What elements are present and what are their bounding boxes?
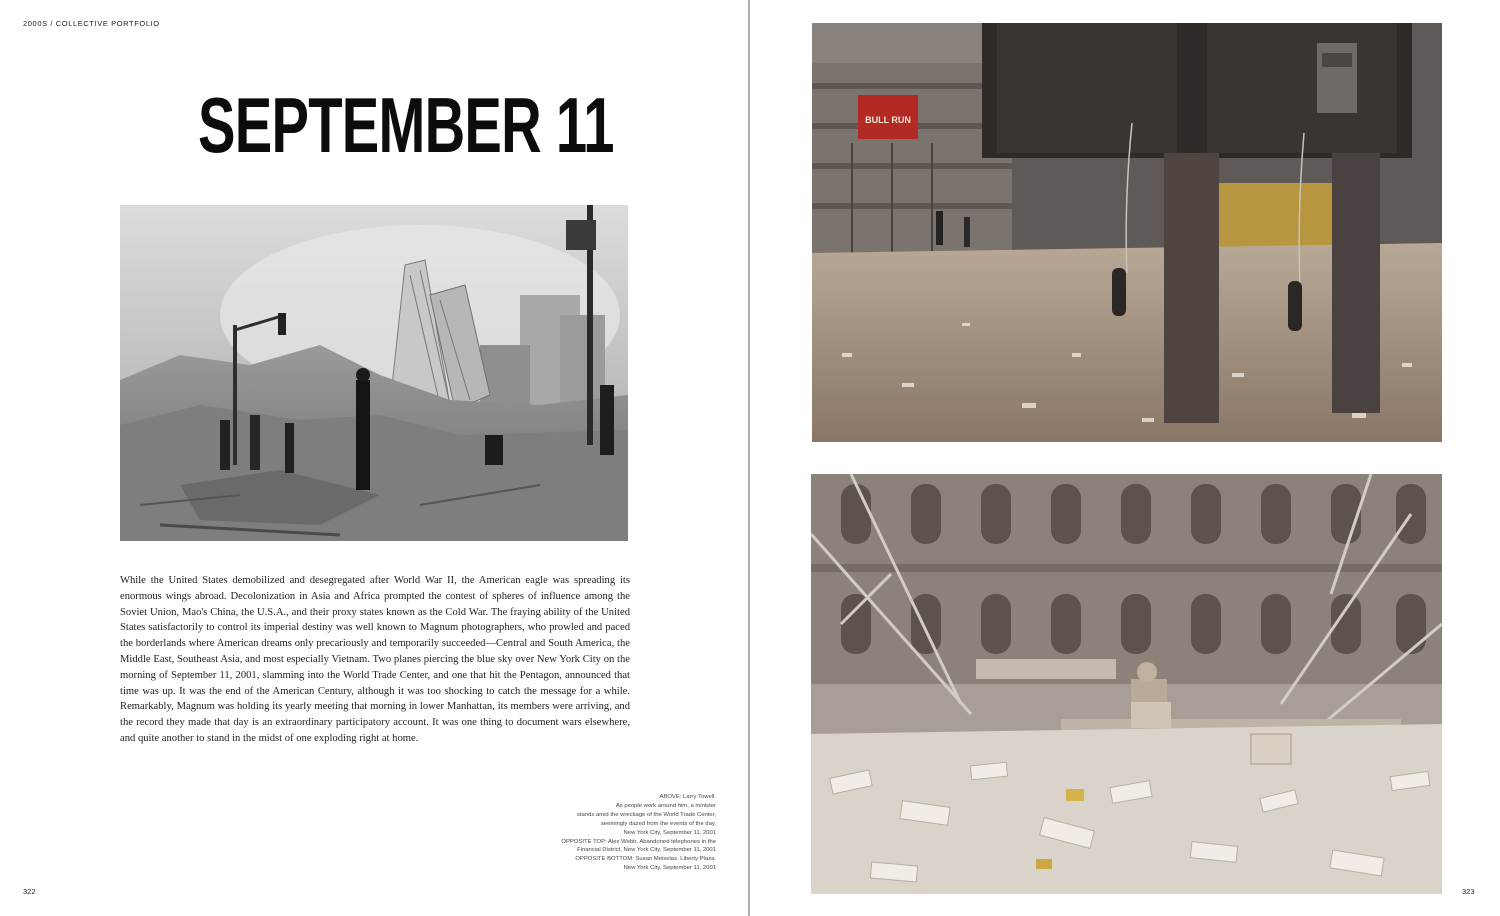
running-head: 2000S / COLLECTIVE PORTFOLIO xyxy=(23,19,160,28)
caption-line: Financial District. New York City, September 11, 2001 xyxy=(577,847,716,854)
caption-line: ABOVE: Larry Towell. xyxy=(659,794,716,800)
photo-captions xyxy=(470,793,716,873)
essay-text: While the United States demobilized and desegregated after World War II, the American eagle was spreading its enormous wings abroad. Decolonization in Asia and Africa prompted the contest of spheres of influence among the Soviet Union, Mao's China, the U.S.A., and their proxy states known as the Cold War. The fraying ability of the United States satisfactorily to control its imperial destiny was well known to Magnum photographers, who prowled and paced the borderlands where American dreams only precariously and temporarily succeeded—Central and South America, the Middle East, Southeast Asia, and most especially Vietnam. Two planes piercing the blue sky over New York City on the morning of September 11, 2001, slamming into the World Trade Center, and one that hit the Pentagon, announced that time was up. It was the end of the American Century, although it was too shocking to catch the message for a while. Remarkably, Magnum was holding its yearly meeting that morning in lower Manhattan, its members were arriving, and the record they made that day is an extraordinary participatory account. It was one thing to document wars elsewhere, and quite another to stand in the midst of one exploding right at home. xyxy=(120,575,630,744)
caption-line: seemingly dazed from the events of the day. xyxy=(600,820,716,827)
page-number-left: 322 xyxy=(23,887,36,896)
page-number-right: 323 xyxy=(1462,887,1475,896)
photo-abandoned-telephones xyxy=(812,23,1442,442)
left-page xyxy=(0,0,749,916)
page-title: SEPTEMBER 11 xyxy=(198,81,614,169)
caption-line: As people work around him, a minister xyxy=(615,802,716,809)
caption-line: New York City, September 11, 2001 xyxy=(623,829,716,836)
caption-line: OPPOSITE TOP: Alex Webb. Abandoned telephones in the xyxy=(561,838,716,845)
photo-liberty-plaza xyxy=(811,474,1442,894)
photo-ground-zero-minister xyxy=(120,205,628,541)
caption-line: stands amid the wreckage of the World Trade Center, xyxy=(576,811,716,818)
caption-line: New York City, September 11, 2001 xyxy=(623,865,716,872)
caption-line: OPPOSITE BOTTOM: Susan Meiselas. Liberty Plaza. xyxy=(575,856,716,863)
sign-text: BULL RUN xyxy=(865,115,911,125)
right-page xyxy=(750,0,1500,916)
